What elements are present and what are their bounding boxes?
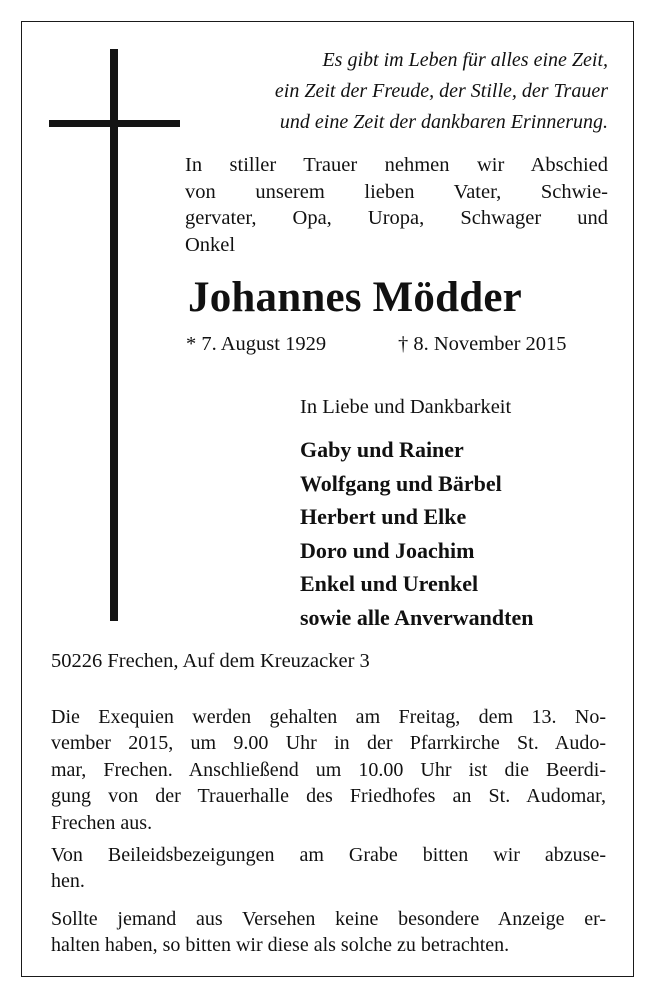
- motto-verse: [160, 45, 608, 138]
- birth-date: * 7. August 1929: [186, 333, 327, 355]
- address: 50226 Frechen, Auf dem Kreuzacker 3: [51, 650, 370, 672]
- motto-line: ein Zeit der Freude, der Stille, der Trauer: [274, 80, 608, 102]
- mourner-name: sowie alle Anverwandten: [300, 604, 534, 630]
- condolence-paragraph: [51, 842, 606, 895]
- mourner-name: Wolfgang und Bärbel: [300, 470, 502, 496]
- funeral-line: Frechen aus.: [51, 811, 153, 834]
- cross-vertical-bar: [110, 49, 118, 621]
- mourner-name: Doro und Joachim: [300, 537, 475, 563]
- condolence-line: hen.: [51, 870, 85, 893]
- motto-line: Es gibt im Leben für alles eine Zeit,: [322, 49, 608, 71]
- mourner-name: Gaby und Rainer: [300, 437, 464, 462]
- motto-line: und eine Zeit der dankbaren Erinnerung.: [279, 111, 608, 133]
- notice-paragraph: [51, 906, 606, 959]
- funeral-line: Die Exequien werden gehalten am Freitag, dem 13. No-: [51, 706, 606, 728]
- intro-line: von unserem lieben Vater, Schwie-: [185, 180, 608, 203]
- mourners-title: In Liebe und Dankbarkeit: [300, 396, 512, 418]
- mourner-name: Herbert und Elke: [300, 504, 467, 530]
- notice-line: halten haben, so bitten wir diese als solche zu betrachten.: [51, 934, 510, 957]
- condolence-line: Von Beileidsbezeigungen am Grabe bitten wir abzuse-: [51, 844, 606, 866]
- funeral-line: vember 2015, um 9.00 Uhr in der Pfarrkirche St. Audo-: [51, 732, 606, 755]
- funeral-line: mar, Frechen. Anschließend um 10.00 Uhr ist die Beerdi-: [51, 758, 606, 781]
- funeral-paragraph: [51, 704, 606, 836]
- life-dates: [186, 330, 610, 358]
- notice-line: Sollte jemand aus Versehen keine besondere Anzeige er-: [51, 908, 606, 930]
- intro-line: gervater, Opa, Uropa, Schwager und: [185, 207, 608, 229]
- funeral-line: gung von der Trauerhalle des Friedhofes an St. Audomar,: [51, 785, 606, 808]
- intro-line: In stiller Trauer nehmen wir Abschied: [185, 154, 608, 176]
- mourner-name: Enkel und Urenkel: [300, 571, 479, 597]
- death-date: † 8. November 2015: [398, 333, 567, 355]
- mourners-list: [300, 433, 533, 635]
- deceased-name: Johannes Mödder: [188, 274, 522, 321]
- intro-line: Onkel: [185, 233, 236, 256]
- intro-text: [185, 152, 608, 258]
